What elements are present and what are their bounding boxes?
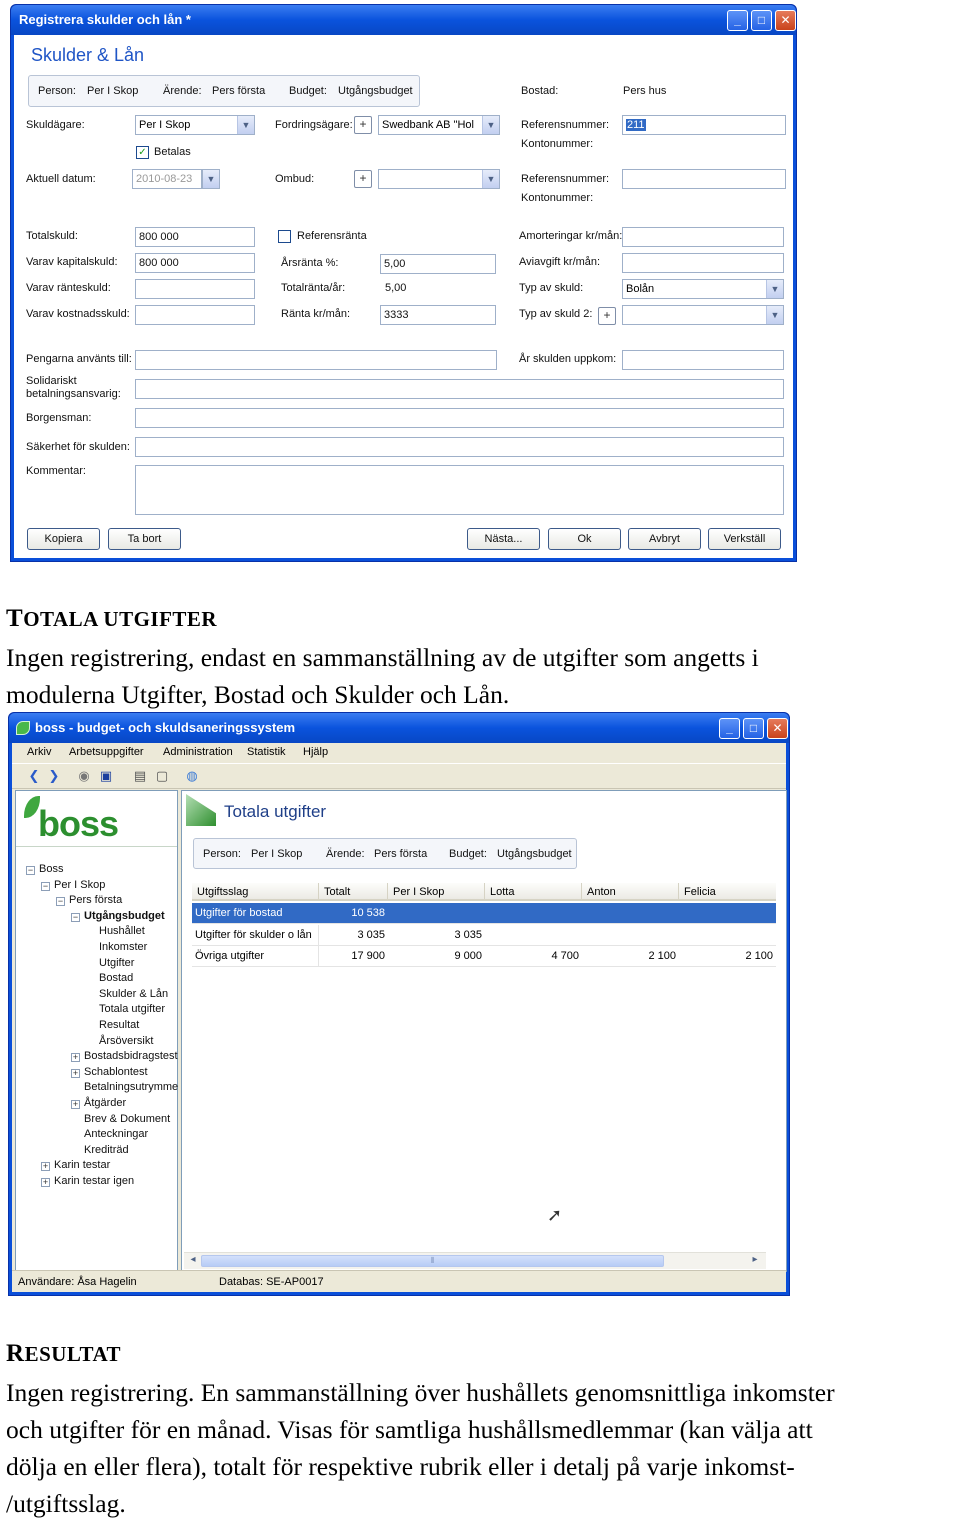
add-ombud-button[interactable]: + bbox=[354, 170, 372, 188]
tree-expand-icon[interactable]: + bbox=[72, 1067, 79, 1078]
column-header[interactable]: Totalt bbox=[319, 883, 388, 901]
kopiera-button[interactable]: Kopiera bbox=[27, 528, 100, 550]
skuldagare-label: Skuldägare: bbox=[26, 119, 85, 131]
kommentar-label: Kommentar: bbox=[26, 465, 86, 477]
column-header[interactable]: Lotta bbox=[485, 883, 582, 901]
ombud-label: Ombud: bbox=[275, 173, 315, 185]
referensnummer2-label: Referensnummer: bbox=[521, 173, 610, 185]
ombud-select[interactable] bbox=[378, 169, 500, 189]
amorteringar-input[interactable] bbox=[622, 227, 784, 247]
table-cell bbox=[679, 903, 776, 923]
paragraph-1-line-1: Ingen registrering, endast en sammanställning av de utgifter som angetts i bbox=[6, 643, 759, 672]
heading-initial: T bbox=[6, 605, 24, 632]
window-title: Registrera skulder och lån * bbox=[19, 12, 191, 27]
betalas-checkbox[interactable]: ✓ bbox=[136, 146, 149, 159]
status-database: Databas: SE-AP0017 bbox=[219, 1276, 324, 1288]
varav-kostnadsskuld-input[interactable] bbox=[135, 305, 255, 325]
totalskuld-value: 800 000 bbox=[139, 231, 179, 243]
solidariskt-label-line2: betalningsansvarig: bbox=[26, 388, 121, 400]
table-row[interactable] bbox=[192, 925, 776, 946]
tree-item[interactable]: Boss bbox=[39, 863, 64, 875]
dialog-body bbox=[14, 35, 793, 558]
avbryt-button[interactable]: Avbryt bbox=[628, 528, 701, 550]
tree-item[interactable]: Betalningsutrymme bbox=[84, 1081, 179, 1094]
scroll-thumb[interactable]: ⦀ bbox=[201, 1255, 664, 1267]
ok-button[interactable]: Ok bbox=[548, 528, 621, 550]
skulder-dialog-window bbox=[10, 4, 797, 562]
table-cell: Utgifter för bostad bbox=[195, 907, 283, 919]
varav-kapitalskuld-input[interactable] bbox=[135, 253, 255, 273]
minimize-button[interactable]: _ bbox=[727, 10, 748, 31]
maximize-button[interactable]: □ bbox=[743, 718, 764, 739]
arsranta-value: 5,00 bbox=[384, 258, 406, 270]
referensranta-label: Referensränta bbox=[297, 230, 367, 242]
tree-collapse-icon[interactable]: − bbox=[42, 880, 49, 891]
chevron-down-icon: ▼ bbox=[766, 306, 783, 324]
paragraph-2-line-3: dölja en eller flera), totalt för respektive rubrik eller i detalj på varje inkomst- bbox=[6, 1452, 795, 1481]
case-info-box bbox=[28, 75, 420, 107]
tree-item[interactable]: Totala utgifter bbox=[99, 1003, 166, 1016]
borgensman-input[interactable] bbox=[135, 408, 784, 428]
ranta-kr-man-value: 3333 bbox=[384, 309, 409, 321]
ranta-kr-man-label: Ränta kr/mån: bbox=[281, 308, 351, 320]
table-cell: 9 000 bbox=[454, 950, 482, 962]
column-header[interactable]: Anton bbox=[582, 883, 679, 901]
tree-item[interactable]: Krediträd bbox=[84, 1143, 129, 1156]
table-cell: Utgifter för skulder o lån bbox=[192, 925, 319, 945]
tree-collapse-icon[interactable]: − bbox=[57, 896, 64, 907]
totala-utgifter-icon bbox=[186, 794, 216, 826]
status-user: Användare: Åsa Hagelin bbox=[18, 1276, 137, 1288]
typ-av-skuld2-select[interactable] bbox=[622, 305, 784, 325]
table-cell: Övriga utgifter bbox=[192, 946, 319, 966]
tree-item[interactable]: Utgifter bbox=[99, 956, 135, 969]
tree-item[interactable]: Anteckningar bbox=[84, 1128, 149, 1141]
heading-initial: R bbox=[6, 1340, 25, 1367]
arsranta-label: Årsränta %: bbox=[281, 257, 339, 269]
menu-arkiv[interactable]: Arkiv bbox=[27, 746, 52, 758]
aviavgift-input[interactable] bbox=[622, 253, 784, 273]
save-icon[interactable]: ▣ bbox=[99, 768, 113, 783]
table-cell bbox=[485, 903, 582, 923]
title-bar bbox=[9, 713, 789, 743]
kontonummer-label: Kontonummer: bbox=[521, 138, 594, 150]
section-title: Skulder & Lån bbox=[31, 45, 145, 65]
typ-av-skuld-label: Typ av skuld: bbox=[519, 282, 584, 294]
totalranta-label: Totalränta/år: bbox=[281, 282, 346, 294]
skuldagare-select[interactable] bbox=[135, 115, 255, 135]
tree-item[interactable]: Brev & Dokument bbox=[84, 1112, 171, 1125]
column-header[interactable]: Per I Skop bbox=[388, 883, 485, 901]
aviavgift-label: Aviavgift kr/mån: bbox=[519, 256, 601, 268]
heading-totala-utgifter bbox=[6, 605, 217, 633]
tree-item[interactable]: Inkomster bbox=[99, 941, 148, 953]
boss-logo: boss bbox=[38, 803, 119, 844]
solidariskt-label-line1: Solidariskt bbox=[26, 375, 77, 387]
back-arrow-icon[interactable]: ❮ bbox=[28, 768, 40, 783]
main-client-area bbox=[12, 743, 786, 1292]
ar-skulden-label: År skulden uppkom: bbox=[519, 353, 617, 365]
forward-arrow-icon[interactable]: ❯ bbox=[48, 768, 60, 783]
chevron-down-icon: ▼ bbox=[766, 280, 783, 298]
sakerhet-input[interactable] bbox=[135, 437, 784, 457]
aktuellt-datum-label: Aktuell datum: bbox=[26, 173, 96, 185]
table-cell: 2 100 bbox=[745, 950, 773, 962]
boss-leaf-icon bbox=[16, 721, 30, 735]
budget-label: Budget: bbox=[289, 85, 327, 97]
paragraph-2-line-2: och utgifter för en månad. Visas för samtliga hushållsmedlemmar (kan välja att bbox=[6, 1415, 813, 1444]
title-bar bbox=[11, 5, 796, 35]
table-cell: 10 538 bbox=[351, 907, 385, 919]
table-cell bbox=[388, 903, 485, 923]
column-header[interactable]: Felicia bbox=[684, 886, 716, 898]
sakerhet-label: Säkerhet för skulden: bbox=[26, 441, 130, 453]
column-header[interactable]: Utgiftsslag bbox=[192, 883, 319, 901]
typ-av-skuld-value: Bolån bbox=[626, 283, 655, 295]
table-cell bbox=[679, 925, 776, 945]
scroll-left-icon[interactable]: ◂ bbox=[190, 1254, 196, 1265]
arende-value: Pers första bbox=[374, 848, 428, 860]
paragraph-2-line-4: /utgiftsslag. bbox=[6, 1489, 126, 1518]
close-button[interactable]: ✕ bbox=[767, 718, 788, 739]
person-value: Per I Skop bbox=[87, 85, 139, 97]
referensnummer-label: Referensnummer: bbox=[521, 119, 610, 131]
varav-kostnadsskuld-label: Varav kostnadsskuld: bbox=[26, 308, 130, 320]
scroll-right-icon[interactable]: ▸ bbox=[752, 1254, 758, 1265]
tree-collapse-icon[interactable]: − bbox=[27, 865, 34, 875]
heading-rest: OTALA UTGIFTER bbox=[23, 607, 218, 631]
budget-value: Utgångsbudget bbox=[497, 848, 572, 860]
date-picker-button[interactable] bbox=[202, 169, 220, 189]
add-typ-av-skuld-button[interactable]: + bbox=[598, 307, 616, 325]
varav-ranteskuld-label: Varav ränteskuld: bbox=[26, 282, 111, 294]
arsranta-input[interactable] bbox=[380, 254, 496, 274]
amorteringar-label: Amorteringar kr/mån: bbox=[519, 230, 623, 242]
tree-item[interactable]: Schablontest bbox=[84, 1065, 148, 1078]
typ-av-skuld2-label: Typ av skuld 2: bbox=[519, 308, 593, 320]
bostad-label: Bostad: bbox=[521, 85, 559, 97]
tree-expand-icon[interactable]: + bbox=[42, 1177, 49, 1187]
referensranta-checkbox[interactable] bbox=[278, 230, 291, 243]
pengarna-label: Pengarna använts till: bbox=[26, 353, 132, 365]
referensnummer2-input[interactable] bbox=[622, 169, 786, 189]
maximize-button[interactable]: □ bbox=[751, 10, 772, 31]
totalskuld-label: Totalskuld: bbox=[26, 230, 78, 242]
tree-item[interactable]: Utgångsbudget bbox=[84, 909, 165, 922]
varav-kapitalskuld-label: Varav kapitalskuld: bbox=[26, 256, 118, 268]
chevron-down-icon: ▼ bbox=[482, 170, 499, 188]
table-cell: 4 700 bbox=[551, 950, 579, 962]
chevron-down-icon: ▼ bbox=[482, 116, 499, 134]
boss-main-window bbox=[8, 712, 790, 1296]
close-button[interactable]: ✕ bbox=[775, 10, 796, 31]
skuldagare-value: Per I Skop bbox=[139, 119, 191, 131]
budget-label: Budget: bbox=[449, 848, 487, 860]
totalskuld-input[interactable] bbox=[135, 227, 255, 247]
fordringsagare-value: Swedbank AB "Hol bbox=[382, 119, 474, 131]
tree-item[interactable]: Bostad bbox=[99, 972, 134, 985]
tree-item[interactable]: Resultat bbox=[99, 1019, 140, 1031]
navigation-pane bbox=[15, 790, 178, 1272]
view-icon[interactable]: ◉ bbox=[78, 768, 90, 783]
table-cell: 2 100 bbox=[648, 950, 676, 962]
tree-expand-icon[interactable]: + bbox=[72, 1099, 79, 1109]
tree-item[interactable]: Per I Skop bbox=[54, 878, 106, 891]
person-label: Person: bbox=[203, 848, 241, 860]
arende-label: Ärende: bbox=[163, 85, 202, 97]
logo-area bbox=[16, 791, 177, 847]
aktuellt-datum-value: 2010-08-23 bbox=[136, 173, 193, 185]
verkstall-button[interactable]: Verkställ bbox=[708, 528, 781, 550]
table-cell: 17 900 bbox=[351, 950, 385, 962]
case-info-box bbox=[193, 838, 577, 869]
tree-item[interactable]: Karin testar igen bbox=[54, 1175, 135, 1187]
fordringsagare-label: Fordringsägare: bbox=[275, 119, 353, 131]
table-cell bbox=[485, 925, 582, 945]
print-preview-icon[interactable]: ▢ bbox=[155, 768, 169, 783]
ta-bort-button[interactable]: Ta bort bbox=[108, 528, 181, 550]
paragraph-1-line-2: modulerna Utgifter, Bostad och Skulder och Lån. bbox=[6, 680, 510, 709]
bostad-value: Pers hus bbox=[623, 85, 667, 97]
toolbar bbox=[12, 763, 786, 789]
nasta-button[interactable]: Nästa... bbox=[467, 528, 540, 550]
grid-header bbox=[192, 883, 776, 901]
table-row[interactable] bbox=[192, 946, 776, 967]
paragraph-2-line-1: Ingen registrering. En sammanställning över hushållets genomsnittliga inkomster bbox=[6, 1378, 835, 1407]
tree-expand-icon[interactable]: + bbox=[72, 1052, 79, 1063]
status-bar bbox=[12, 1270, 786, 1292]
menu-arbetsuppgifter[interactable]: Arbetsuppgifter bbox=[69, 746, 144, 758]
print-icon[interactable]: ▤ bbox=[133, 768, 147, 783]
tree-item[interactable]: Bostadsbidragstest bbox=[84, 1050, 178, 1063]
budget-value: Utgångsbudget bbox=[338, 85, 413, 97]
kontonummer2-label: Kontonummer: bbox=[521, 192, 594, 204]
globe-icon[interactable]: ◍ bbox=[186, 768, 198, 783]
chevron-down-icon: ▼ bbox=[237, 116, 254, 134]
person-label: Person: bbox=[38, 85, 76, 97]
section-title: Totala utgifter bbox=[224, 802, 327, 821]
table-cell: 3 035 bbox=[454, 928, 482, 941]
content-pane bbox=[181, 790, 787, 1272]
tree-item[interactable]: Hushållet bbox=[99, 925, 145, 938]
kommentar-textarea[interactable] bbox=[135, 465, 784, 515]
minimize-button[interactable]: _ bbox=[719, 718, 740, 739]
totalranta-value: 5,00 bbox=[385, 282, 407, 294]
tree-item[interactable]: Årsöversikt bbox=[99, 1034, 154, 1047]
table-cell: 3 035 bbox=[357, 928, 385, 941]
aktuellt-datum-input[interactable] bbox=[132, 169, 202, 189]
tree-collapse-icon[interactable]: − bbox=[72, 911, 79, 922]
referensnummer-input[interactable] bbox=[622, 115, 786, 135]
tree-item[interactable]: Skulder & Lån bbox=[99, 987, 169, 1000]
horizontal-scrollbar[interactable] bbox=[184, 1252, 766, 1269]
table-cell bbox=[582, 925, 679, 945]
add-fordringsagare-button[interactable]: + bbox=[354, 116, 372, 134]
arende-value: Pers första bbox=[212, 85, 266, 97]
ar-skulden-input[interactable] bbox=[622, 350, 784, 370]
borgensman-label: Borgensman: bbox=[26, 412, 92, 424]
referensnummer-value: 211 bbox=[627, 119, 645, 131]
menu-bar bbox=[12, 743, 786, 763]
heading-resultat bbox=[6, 1340, 121, 1368]
table-cell bbox=[582, 903, 679, 923]
tree-item[interactable]: Karin testar bbox=[54, 1159, 111, 1172]
fordringsagare-select[interactable] bbox=[378, 115, 500, 135]
typ-av-skuld-select[interactable] bbox=[622, 279, 784, 299]
tree-item[interactable]: Pers första bbox=[69, 894, 123, 907]
menu-hjalp[interactable]: Hjälp bbox=[303, 746, 329, 758]
betalas-label: Betalas bbox=[154, 146, 191, 158]
menu-administration[interactable]: Administration bbox=[163, 746, 233, 758]
varav-kapitalskuld-value: 800 000 bbox=[139, 257, 179, 269]
window-title: boss - budget- och skuldsaneringssystem bbox=[35, 720, 296, 735]
solidariskt-input[interactable] bbox=[135, 379, 784, 399]
tree-item[interactable]: Åtgärder bbox=[84, 1097, 127, 1109]
person-value: Per I Skop bbox=[251, 848, 303, 860]
tree-expand-icon[interactable]: + bbox=[42, 1161, 49, 1172]
menu-statistik[interactable]: Statistik bbox=[247, 746, 286, 758]
chevron-down-icon: ▼ bbox=[203, 170, 219, 188]
mouse-cursor-icon: ➚ bbox=[547, 1205, 563, 1225]
heading-rest: ESULTAT bbox=[24, 1342, 122, 1366]
varav-ranteskuld-input[interactable] bbox=[135, 279, 255, 299]
arende-label: Ärende: bbox=[326, 848, 365, 860]
pengarna-input[interactable] bbox=[135, 350, 497, 370]
ranta-kr-man-input[interactable] bbox=[380, 305, 496, 325]
table-row[interactable] bbox=[192, 903, 776, 924]
